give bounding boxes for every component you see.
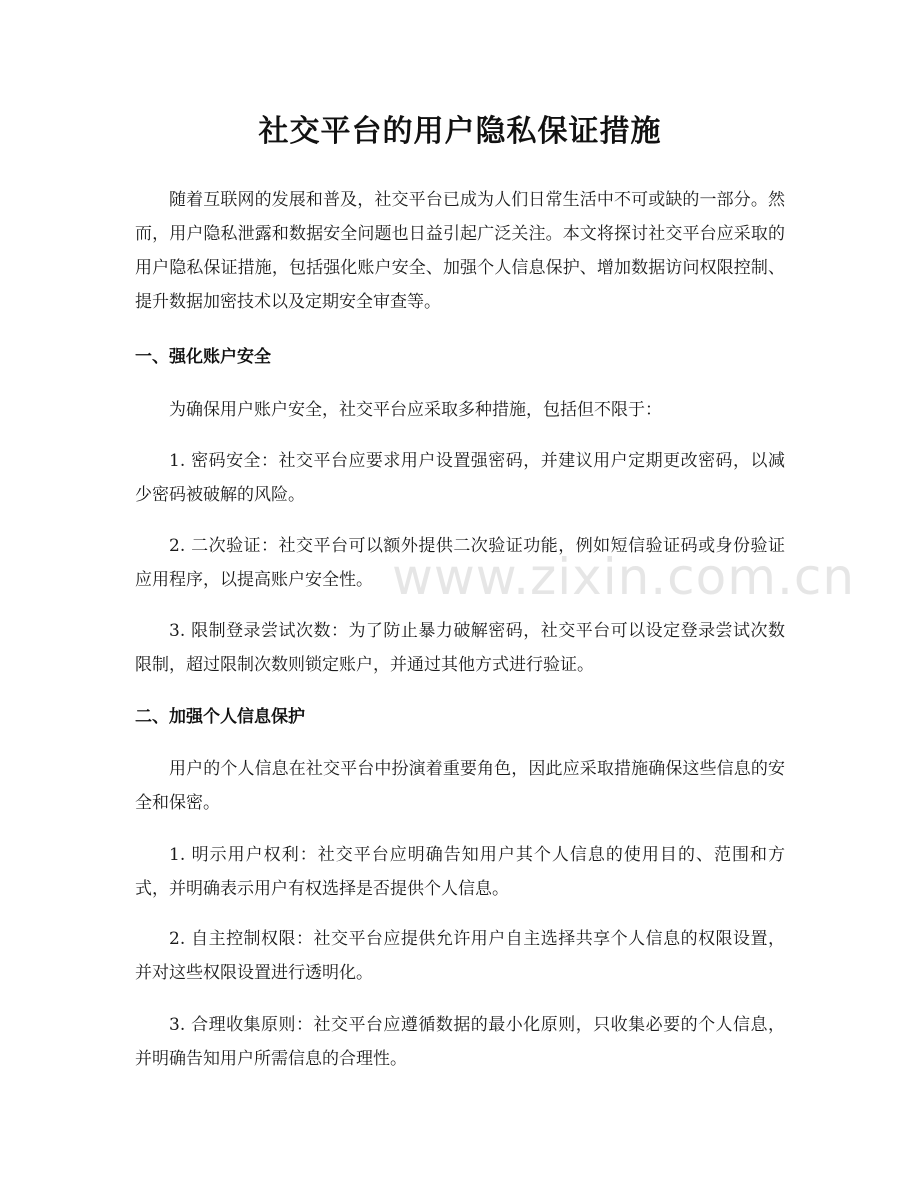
section-2-item-rights: 1. 明示用户权利：社交平台应明确告知用户其个人信息的使用目的、范围和方式，并明确表示用户有权选择是否提供个人信息。: [135, 845, 785, 899]
section-1-item-2fa: 2. 二次验证：社交平台可以额外提供二次验证功能，例如短信验证码或身份验证应用程序，以提高账户安全性。: [135, 536, 785, 590]
section-heading-account-security: 一、强化账户安全: [135, 347, 271, 367]
section-2-lead: 用户的个人信息在社交平台中扮演着重要角色，因此应采取措施确保这些信息的安全和保密。: [135, 759, 785, 813]
watermark-text: www.zixin.com.cn: [392, 548, 856, 606]
section-2-item-control: 2. 自主控制权限：社交平台应提供允许用户自主选择共享个人信息的权限设置，并对这些权限设置进行透明化。: [135, 929, 785, 983]
section-heading-personal-info: 二、加强个人信息保护: [135, 707, 305, 727]
document-title: 社交平台的用户隐私保证措施: [258, 114, 662, 149]
section-1-lead: 为确保用户账户安全，社交平台应采取多种措施，包括但不限于：: [169, 400, 662, 420]
section-1-item-login-limit: 3. 限制登录尝试次数：为了防止暴力破解密码，社交平台可以设定登录尝试次数限制，超过限制次数则锁定账户，并通过其他方式进行验证。: [135, 621, 785, 675]
section-1-item-password: 1. 密码安全：社交平台应要求用户设置强密码，并建议用户定期更改密码，以减少密码被破解的风险。: [135, 451, 785, 505]
intro-paragraph: 随着互联网的发展和普及，社交平台已成为人们日常生活中不可或缺的一部分。然而，用户隐私泄露和数据安全问题也日益引起广泛关注。本文将探讨社交平台应采取的用户隐私保证措施，包括强化账户安全、加强个人信息保护、增加数据访问权限控制、提升数据加密技术以及定期安全审查等。: [135, 190, 785, 312]
section-2-item-collection: 3. 合理收集原则：社交平台应遵循数据的最小化原则，只收集必要的个人信息，并明确告知用户所需信息的合理性。: [135, 1015, 785, 1069]
